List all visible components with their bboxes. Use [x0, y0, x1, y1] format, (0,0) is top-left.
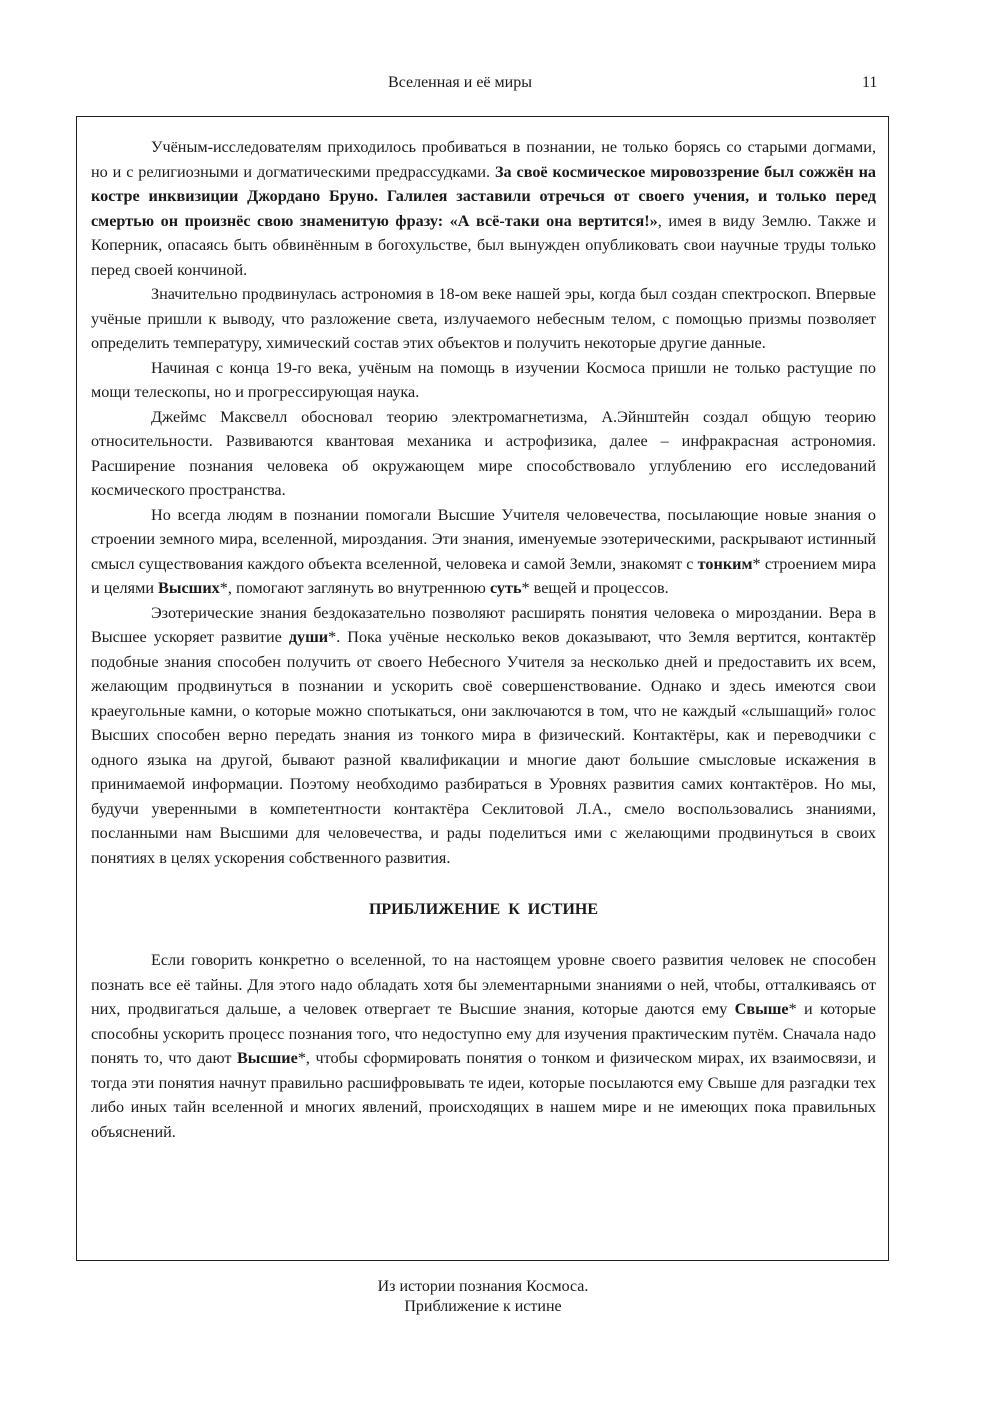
term-sut: суть — [489, 579, 522, 597]
footer-line-2: Приближение к истине — [404, 1298, 562, 1315]
paragraph-1-bold-text: За своё космическое мировоззрение был сожжён на костре инквизиции Джордано Бруно. Галилея заставили отречься от своего учения, и только перед смертью он произнёс свою знаменитую фразу: «А всё-таки она вертится!» — [91, 162, 877, 230]
paragraph-1-text-c: , имея в виду Землю. Также и Коперник, опасаясь быть обвинённым в богохульстве, был вынужден опубликовать свои научные труды только перед своей кончиной. — [91, 211, 876, 279]
paragraph-7-text-e: *, чтобы сформировать понятия о тонком и физическом мирах, их взаимосвязи, и тогда эти понятия начнут правильно расшифровывать те идеи, которые посылаются ему Свыше для разгадки тех либо иных тайн вселенной и многих явлений, происходящих в нашем мире и не имеющих пока правильных объяснений. — [91, 1049, 876, 1141]
paragraph-5-text-a: Но всегда людям в познании помогали Высшие Учителя человечества, посылающие новые знания о строении земного мира, вселенной, мироздания. Эти знания, именуемые эзотерическими, раскрывают истинный смысл существования каждого объекта вселенной, человека и самой Земли, знакомят с — [91, 505, 876, 573]
paragraph-6 — [91, 601, 876, 871]
term-dushi: души — [288, 628, 329, 646]
text-frame — [76, 116, 889, 1261]
footer-caption — [0, 1277, 966, 1317]
paragraph-7-text-a: Если говорить конкретно о вселенной, то на настоящем уровне своего развития человек не способен познать все её тайны. Для этого надо обладать хотя бы элементарными знаниями о ней, чтобы, отталкиваясь от них, продвигаться дальше, а человек отвергает те Высшие знания, которые даются ему — [91, 951, 876, 1018]
paragraph-6-text-c: *. Пока учёные несколько веков доказывают, что Земля вертится, контактёр подобные знания способен получить от своего Небесного Учителя за несколько дней и предоставить их всем, желающим продвинуться в познании и ускорить своё совершенствование. Однако и здесь имеются свои краеугольные камни, о которые можно спотыкаться, они заключаются в том, что не каждый «слышащий» голос Высших способен верно передать знания из тонкого мира в физический. Контактёры, как и переводчики с одного языка на другой, бывают разной квалификации и многие дают большие смысловые искажения в принимаемой информации. Поэтому необходимо разбираться в Уровнях развития самих контактёров. Но мы, будучи уверенными в компетентности контактёра Секлитовой Л.А., смело воспользовались знаниями, посланными нам Высшими для человечества, и рады поделиться ими с желающими продвинуться в своих понятиях в целях ускорения собственного развития. — [91, 628, 876, 867]
running-title: Вселенная и её миры — [388, 74, 532, 91]
section-heading: ПРИБЛИЖЕНИЕ К ИСТИНЕ — [368, 901, 599, 918]
paragraph-5 — [91, 503, 876, 601]
paragraph-4: Джеймс Максвелл обосновал теорию электромагнетизма, А.Эйнштейн создал общую теорию относительности. Развиваются квантовая механика и астрофизика, далее – инфракрасная астрономия. Расширение познания человека об окружающем мире способствовало углублению его исследований космического пространства. — [91, 407, 876, 499]
paragraph-7 — [91, 948, 876, 1144]
paragraph-1-text-a: Учёным-исследователям приходилось пробиваться в познании, не только борясь со старыми догмами, но и с религиозными и догматическими предрассудками. — [91, 138, 876, 181]
term-svyshe: Свыше — [734, 1000, 789, 1018]
term-vysshie: Высшие — [237, 1049, 298, 1067]
footer-line-1: Из истории познания Космоса. — [377, 1278, 589, 1295]
paragraph-6-text-a: Эзотерические знания бездоказательно позволяют расширять понятия человека о мироздании. Вера в Высшее ускоряет развитие — [91, 603, 876, 646]
paragraph-5-text-g: * вещей и процессов. — [521, 579, 669, 597]
page-number: 11 — [862, 74, 878, 91]
paragraph-5-text-e: *, помогают заглянуть во внутреннюю — [219, 579, 490, 597]
paragraph-5-text-c: * строением мира и целями — [91, 554, 877, 597]
term-tonkim: тонким — [697, 554, 753, 573]
paragraph-1 — [91, 135, 876, 282]
paragraph-2: Значительно продвинулась астрономия в 18-ом веке нашей эры, когда был создан спектроскоп. Впервые учёные пришли к выводу, что разложение света, излучаемого небесным телом, с помощью призмы позволяет определить температуру, химический состав этих объектов и получить некоторые другие данные. — [91, 285, 876, 352]
paragraph-3: Начиная с конца 19-го века, учёным на помощь в изучении Космоса пришли не только растущие по мощи телескопы, но и прогрессирующая наука. — [91, 358, 876, 401]
paragraph-7-text-c: * и которые способны ускорить процесс познания того, что недоступно ему для изучения практическим путём. Сначала надо понять то, что дают — [91, 1000, 876, 1067]
term-vysshikh: Высших — [158, 579, 220, 597]
